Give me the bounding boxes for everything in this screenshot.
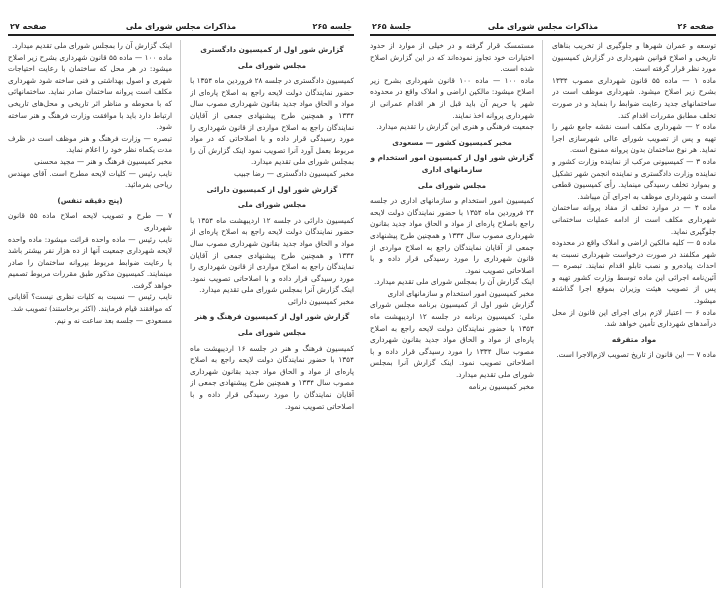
paragraph: کمیسیون دارائی در جلسه ۱۲ اردیبهشت ماه ۱۳۵۴ با حضور نمایندگان دولت لایحه راجع به اصلاح پاره‌ای از مواد و الحاق مواد جدید بقانون شهرداری مصوب سال ۱۳۳۴ و همچنین طرح پیشنهادی جمعی از آقایان نمایندگان راجع به اصلاح مواردی از قانون شهرداری را مورد رسیدگی قرار داده و با اصلاحاتی تصویب نمود. اینک گزارش آنرا بمجلس شورای ملی تقدیم میدارد. xyxy=(190,215,354,295)
page-header xyxy=(8,22,354,36)
paragraph: مخبر کمیسیون امور استخدام و سازمانهای اداری xyxy=(387,288,534,298)
section-heading: مجلس شورای ملی xyxy=(237,200,307,210)
page-number: صفحه ۲۶ xyxy=(677,22,714,31)
session-number: جلسهٔ ۲۶۵ xyxy=(372,22,412,31)
paragraph: گزارش شور اول از کمیسیون برنامه مجلس شورای ملی: کمیسیون برنامه در جلسه ۱۲ اردیبهشت ماه ۱۳۵۴ با حضور نمایندگان دولت لایحه راجع به اصلاح پاره‌ای از مواد و الحاق مواد جدید بقانون شهرداری مصوب سال ۱۳۳۴ را مورد رسیدگی قرار داده و با اصلاحاتی تصویب نمود. اینک گزارش آنرا بمجلس شورای ملی تقدیم میدارد. xyxy=(370,300,534,380)
paragraph: مخبر کمیسیون دارائی xyxy=(287,296,354,306)
column-divider xyxy=(542,40,543,588)
column-divider xyxy=(180,40,181,588)
left-page xyxy=(8,0,354,600)
section-heading: گزارش شور اول از کمیسیون دادگستری xyxy=(200,45,344,54)
page-header xyxy=(370,22,716,36)
running-title: مذاکرات مجلس شورای ملی xyxy=(487,22,599,31)
paragraph: مخبر کمیسیون دادگستری — رضا جبیب xyxy=(234,168,354,178)
paragraph: ماده ۴ — در موارد تخلف از مفاد پروانه ساختمان شهرداری مکلف است از ادامه عملیات ساختمانی جلوگیری نماید. xyxy=(552,203,716,236)
paragraph: نایب رئیس — نسبت به کلیات نظری نیست؟ آقایانی که موافقند قیام فرمایند. (اکثر برخاستند) تصویب شد. xyxy=(8,292,172,314)
paragraph: اینک گزارش آن را بمجلس شورای ملی تقدیم میدارد. xyxy=(12,41,172,50)
paragraph: مستمسک قرار گرفته و در خیلی از موارد از حدود اختیارات خود تجاوز نموده‌اند که در این گزارش اصلاح شده است. xyxy=(370,41,534,74)
paragraph: کمیسیون دادگستری در جلسه ۲۸ فروردین ماه ۱۳۵۴ با حضور نمایندگان دولت لایحه راجع به اصلاح پاره‌ای از مواد و الحاق مواد جدید بقانون شهرداری مصوب سال ۱۳۳۴ و همچنین طرح پیشنهادی جمعی از آقایان نمایندگان راجع به اصلاح مواردی از قانون شهرداری را مورد رسیدگی قرار داده و با اصلاحاتی که در مواد مربوط بعمل آورد آنرا تصویب نمود اینک گزارش آن را بمجلس شورای ملی تقدیم میدارد. xyxy=(190,76,354,167)
page-number: صفحه ۲۷ xyxy=(10,22,47,31)
paragraph: کمیسیون امور استخدام و سازمانهای اداری در جلسه ۲۴ فروردین ماه ۱۳۵۴ با حضور نمایندگان دولت لایحه راجع باصلاح پاره‌ای از مواد و الحاق مواد جدید بقانون شهرداری مصوب سال ۱۳۳۴ و همچنین طرح پیشنهادی جمعی از آقایان نمایندگان راجع به اصلاح مواردی از قانون شهرداری را مورد رسیدگی قرار داده و با اصلاحاتی تصویب نمود. xyxy=(370,196,534,275)
section-heading: گزارش شور اول از کمیسیون دارائی xyxy=(206,184,338,194)
paragraph: ماده ۵ — کلیه مالکین اراضی و املاک واقع در محدوده شهر مکلفند در صورت درخواست شهرداری نسبت به احداث پیاده‌رو و نصب تابلو اقدام نمایند. تبصره — آئین‌نامه اجرائی این ماده توسط وزارت کشور تهیه و پس از تصویب هیئت وزیران بموقع اجرا گذاشته میشود. xyxy=(552,238,716,306)
section-heading: گزارش شور اول از کمیسیون فرهنگ و هنر xyxy=(194,312,350,322)
paragraph: جمعیت فرهنگی و هنری این گزارش را تقدیم میدارد. xyxy=(376,122,534,132)
paragraph: مخبر کمیسیون برنامه xyxy=(468,381,534,391)
paragraph: مخبر کمیسیون فرهنگ و هنر — مجید محسنی xyxy=(34,156,172,166)
text-column-right xyxy=(190,40,354,588)
paragraph: ماده ۶ — اعتبار لازم برای اجرای این قانون از محل درآمدهای شهرداری تأمین خواهد شد. xyxy=(552,307,716,329)
section-heading: (پنج دقیقه تنفس) xyxy=(57,195,123,205)
paragraph: ۷ — طرح و تصویب لایحه اصلاح ماده ۵۵ قانون شهرداری xyxy=(8,211,172,232)
paragraph: ماده ۷ — این قانون از تاریخ تصویب لازم‌الاجرا است. xyxy=(556,350,716,360)
section-heading: مجلس شورای ملی xyxy=(237,60,307,70)
running-title: مذاکرات مجلس شورای ملی xyxy=(125,22,237,31)
section-heading: مخبر کمیسیون کشور — مسعودی xyxy=(392,137,512,147)
paragraph: ماده ۱۰۰ — ماده ۱۰۰ قانون شهرداری بشرح زیر اصلاح میشود: مالکین اراضی و املاک واقع در محدوده شهر یا حریم آن باید قبل از هر اقدام عمرانی از شهرداری پروانه اخذ نمایند. xyxy=(370,75,534,120)
paragraph: تبصره — وزارت فرهنگ و هنر موظف است در ظرف مدت یکماه نظر خود را اعلام نماید. xyxy=(8,133,172,155)
paragraph: نایب رئیس — کلیات لایحه مطرح است. آقای مهندس ریاحی بفرمائید. xyxy=(8,168,172,190)
paragraph: مسعودی — جلسه بعد ساعت نه و نیم. xyxy=(54,315,172,325)
paragraph: توسعه و عمران شهرها و جلوگیری از تخریب بناهای تاریخی و اصلاح قوانین شهرداری در گزارش کمیسیون مورد نظر قرار گرفته است. xyxy=(552,41,716,74)
paragraph: ماده ۱۰۰ — ماده ۵۵ قانون شهرداری بشرح زیر اصلاح میشود: در هر محل که ساختمان با رعایت احتیاجات شهری و اصول بهداشتی و فنی ساخته شود شهرداری مکلف است پروانه ساختمان صادر نماید. ساختمانهائی که با محوطه و مناظر اثر تاریخی و محل‌های تاریخی ارتباط دارد باید با موافقت وزارت فرهنگ و هنر ساخته شود. xyxy=(8,52,172,132)
text-column-right xyxy=(552,40,716,588)
paragraph: ماده ۱ — ماده ۵۵ قانون شهرداری مصوب ۱۳۳۴ بشرح زیر اصلاح میشود. شهرداری موظف است در ساختمانهای جدید رعایت ضوابط را بنماید و در صورت تخلف مطابق مقررات اقدام کند. xyxy=(552,75,716,120)
text-column-left xyxy=(370,40,534,588)
text-column-left xyxy=(8,40,172,588)
section-heading: گزارش شور اول از کمیسیون امور استخدام و سازمانهای اداری xyxy=(370,153,534,174)
section-heading: مواد متفرقه xyxy=(611,334,657,344)
paragraph: ماده ۳ — کمیسیونی مرکب از نماینده وزارت کشور و نماینده وزارت دادگستری و نماینده انجمن شهر تشکیل و بموارد تخلف رسیدگی مینماید. رأی کمیسیون قطعی است و شهرداری موظف به اجرای آن میباشد. xyxy=(552,156,716,201)
paragraph: کمیسیون فرهنگ و هنر در جلسه ۱۶ اردیبهشت ماه ۱۳۵۴ با حضور نمایندگان دولت لایحه راجع به اصلاح پاره‌ای از مواد و الحاق مواد جدید بقانون شهرداری مصوب سال ۱۳۳۴ و همچنین طرح پیشنهادی جمعی از آقایان نمایندگان را مورد رسیدگی قرار داده و با اصلاحاتی تصویب نمود. xyxy=(190,343,354,411)
paragraph: نایب رئیس — ماده واحده قرائت میشود: ماده واحده لایحه شهرداری جمعیت آنها از ده هزار نفر بیشتر باشد با رعایت ضوابط مربوط بپروانه ساختمان را صادر مینمایند. کمیسیون مذکور طبق مقررات مربوط تصمیم خواهد گرفت. xyxy=(8,234,172,290)
paragraph: اینک گزارش آن را بمجلس شورای ملی تقدیم میدارد. xyxy=(374,277,534,287)
right-page xyxy=(370,0,716,600)
paragraph: ماده ۲ — شهرداری مکلف است نقشه جامع شهر را تهیه و پس از تصویب شورای عالی شهرسازی اجرا نماید. هر نوع ساختمان بدون پروانه ممنوع است. xyxy=(552,122,716,155)
section-heading: مجلس شورای ملی xyxy=(237,328,307,338)
session-number: جلسه ۲۶۵ xyxy=(312,22,352,31)
section-heading: مجلس شورای ملی xyxy=(417,180,487,190)
